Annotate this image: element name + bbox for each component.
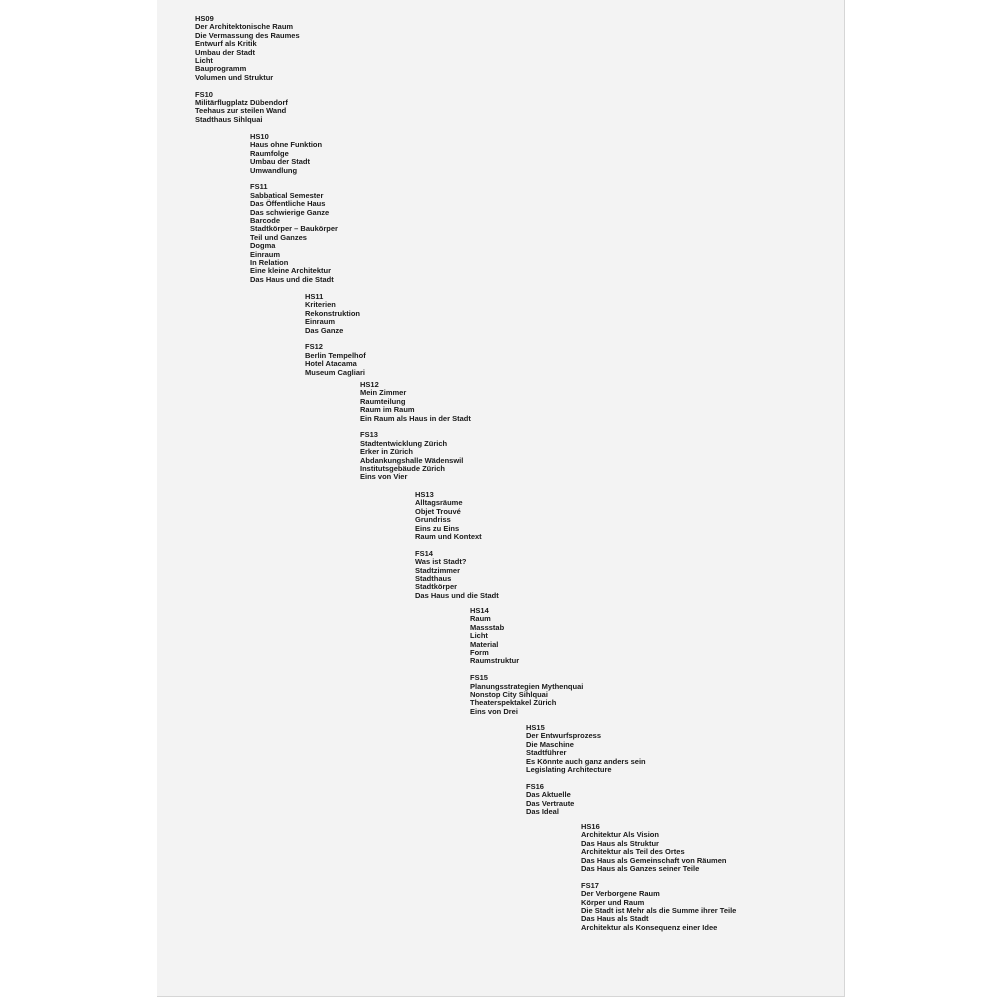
semester-block xyxy=(581,882,736,932)
course-title: Sabbatical Semester xyxy=(250,190,324,200)
semester-block xyxy=(415,491,499,541)
course-title: Das Haus als Gemeinschaft von Räumen xyxy=(581,855,727,865)
course-title: Es Könnte auch ganz anders sein xyxy=(526,756,646,766)
course-title: Die Vermassung des Raumes xyxy=(195,30,300,40)
course-title: Massstab xyxy=(470,622,505,632)
course-title: Eine kleine Architektur xyxy=(250,266,331,276)
course-title: Institutsgebäude Zürich xyxy=(360,464,446,474)
semester-block xyxy=(195,15,300,82)
course-title: Rekonstruktion xyxy=(305,308,361,318)
course-title: Umwandlung xyxy=(250,165,298,175)
course-title: Militärflugplatz Dübendorf xyxy=(195,98,288,108)
semester-block xyxy=(250,183,338,284)
column-1 xyxy=(195,15,300,124)
course-title: Mein Zimmer xyxy=(360,388,407,398)
semester-code: HS14 xyxy=(470,606,489,615)
column-6 xyxy=(470,607,583,716)
course-title: Was ist Stadt? xyxy=(415,557,467,567)
course-title: Teehaus zur steilen Wand xyxy=(195,106,287,116)
course-title: Stadthaus Sihlquai xyxy=(195,114,263,124)
semester-code: HS11 xyxy=(305,292,324,301)
semester-code: FS12 xyxy=(305,342,323,352)
course-title: Der Architektonische Raum xyxy=(195,22,294,32)
semester-code: FS15 xyxy=(470,673,488,683)
course-title: Raum xyxy=(470,614,491,624)
semester-code: FS14 xyxy=(415,548,433,558)
semester-block xyxy=(415,550,499,600)
course-title: Volumen und Struktur xyxy=(195,72,274,82)
course-title: Stadtentwicklung Zürich xyxy=(360,438,448,448)
course-title: Das Haus als Ganzes seiner Teile xyxy=(581,864,700,874)
course-title: Die Maschine xyxy=(526,739,574,749)
course-title: Objet Trouvé xyxy=(415,506,461,516)
course-title: Stadtführer xyxy=(526,748,567,758)
course-title: Architektur als Teil des Ortes xyxy=(581,847,685,857)
semester-block xyxy=(305,343,366,377)
course-title: Das Aktuelle xyxy=(526,790,571,800)
course-title: Umbau der Stadt xyxy=(250,157,311,167)
course-title: In Relation xyxy=(250,258,289,268)
course-title: Abdankungshalle Wädenswil xyxy=(360,455,464,465)
semester-block xyxy=(195,91,300,125)
course-title: Eins von Drei xyxy=(470,706,518,716)
course-title: Ein Raum als Haus in der Stadt xyxy=(360,413,471,423)
course-title: Der Entwurfsprozess xyxy=(526,731,602,741)
course-title: Körper und Raum xyxy=(581,897,645,907)
course-title: Die Stadt ist Mehr als die Summe ihrer Teile xyxy=(581,906,737,916)
semester-block xyxy=(526,724,646,774)
course-title: Erker in Zürich xyxy=(360,447,413,457)
poster-page xyxy=(157,0,845,997)
course-title: Das Haus und die Stadt xyxy=(250,274,334,284)
course-title: Raumfolge xyxy=(250,148,289,158)
course-title: Bauprogramm xyxy=(195,64,247,74)
course-title: Licht xyxy=(195,56,213,66)
course-title: Planungsstrategien Mythenquai xyxy=(470,681,584,691)
course-title: Stadthaus xyxy=(415,574,452,584)
column-8 xyxy=(581,823,736,932)
course-title: Das Haus als Stadt xyxy=(581,914,649,924)
course-title: Material xyxy=(470,639,499,649)
course-title: Das Haus als Struktur xyxy=(581,838,659,848)
course-title: Raumstruktur xyxy=(470,656,520,666)
course-title: Berlin Tempelhof xyxy=(305,350,366,360)
course-title: Stadtkörper xyxy=(415,582,458,592)
column-2 xyxy=(250,133,338,284)
course-title: Das Haus und die Stadt xyxy=(415,590,499,600)
course-title: Eins von Vier xyxy=(360,472,408,482)
course-title: Der Verborgene Raum xyxy=(581,889,660,899)
column-3 xyxy=(305,293,366,377)
course-title: Teil und Ganzes xyxy=(250,232,307,242)
course-title: Das schwierige Ganze xyxy=(250,207,330,217)
course-title: Haus ohne Funktion xyxy=(250,140,323,150)
course-title: Einraum xyxy=(250,249,281,259)
semester-block xyxy=(305,293,366,335)
course-title: Raumteilung xyxy=(360,396,406,406)
semester-block xyxy=(360,431,471,481)
course-title: Museum Cagliari xyxy=(305,367,366,377)
semester-code: HS16 xyxy=(581,822,600,831)
semester-block xyxy=(470,674,583,716)
column-5 xyxy=(415,491,499,600)
course-title: Alltagsräume xyxy=(415,498,463,508)
semester-code: FS17 xyxy=(581,880,599,890)
course-title: Barcode xyxy=(250,216,281,226)
semester-block xyxy=(526,783,646,817)
course-title: Stadtkörper – Baukörper xyxy=(250,224,338,234)
course-title: Umbau der Stadt xyxy=(195,47,256,57)
course-title: Einraum xyxy=(305,317,336,327)
course-title: Form xyxy=(470,648,489,658)
course-title: Das Öffentliche Haus xyxy=(250,199,326,209)
course-title: Das Ideal xyxy=(526,807,559,817)
semester-code: FS11 xyxy=(250,182,268,192)
semester-code: FS10 xyxy=(195,89,213,99)
course-title: Raum im Raum xyxy=(360,405,415,415)
course-title: Nonstop City Sihlquai xyxy=(470,690,548,700)
semester-code: HS12 xyxy=(360,380,379,389)
semester-block xyxy=(250,133,338,175)
course-title: Licht xyxy=(470,631,488,641)
column-4 xyxy=(360,381,471,482)
course-title: Hotel Atacama xyxy=(305,359,357,369)
course-title: Dogma xyxy=(250,241,276,251)
course-title: Raum und Kontext xyxy=(415,532,482,542)
semester-code: FS13 xyxy=(360,430,378,440)
course-title: Eins zu Eins xyxy=(415,523,460,533)
course-title: Architektur Als Vision xyxy=(581,830,659,840)
semester-block xyxy=(360,381,471,423)
semester-code: HS15 xyxy=(526,723,545,732)
course-title: Das Ganze xyxy=(305,325,344,335)
course-title: Kriterien xyxy=(305,300,336,310)
course-title: Stadtzimmer xyxy=(415,565,461,575)
semester-code: HS09 xyxy=(195,14,214,23)
course-title: Legislating Architecture xyxy=(526,765,612,775)
course-title: Das Vertraute xyxy=(526,798,575,808)
course-title: Entwurf als Kritik xyxy=(195,39,257,49)
semester-code: HS10 xyxy=(250,132,269,141)
semester-code: FS16 xyxy=(526,781,544,791)
semester-code: HS13 xyxy=(415,490,434,499)
course-title: Architektur als Konsequenz einer Idee xyxy=(581,922,718,932)
semester-block xyxy=(470,607,583,666)
column-7 xyxy=(526,724,646,816)
course-title: Grundriss xyxy=(415,515,451,525)
semester-block xyxy=(581,823,736,873)
course-title: Theaterspektakel Zürich xyxy=(470,698,557,708)
